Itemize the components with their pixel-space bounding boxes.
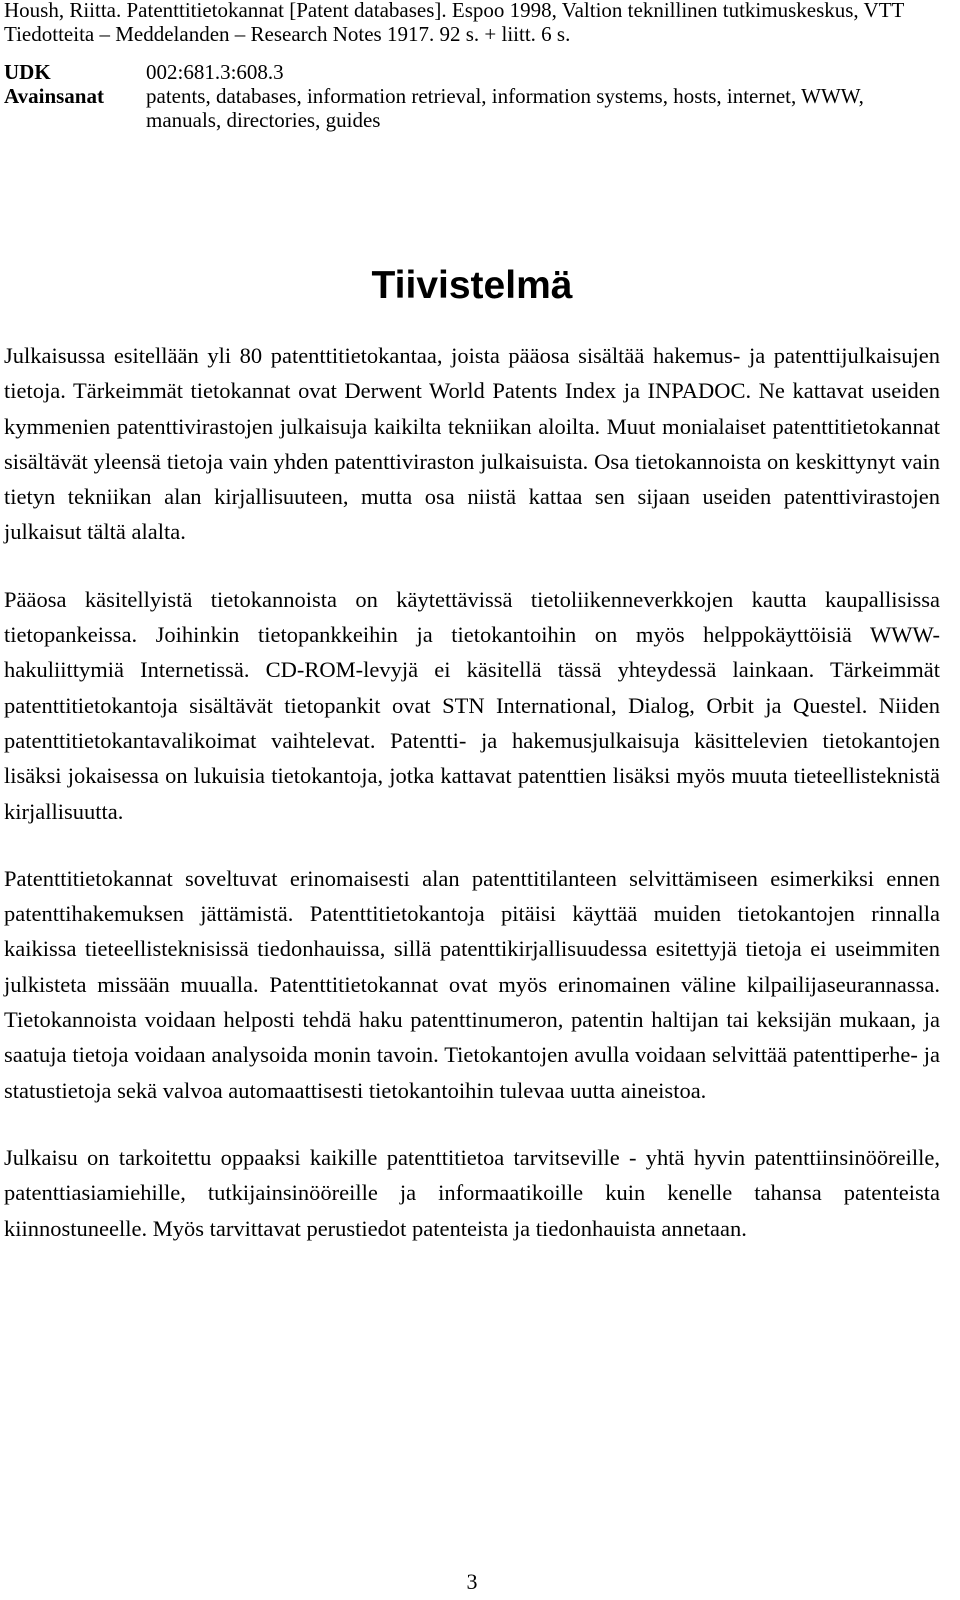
bibliographic-reference: Housh, Riitta. Patenttitietokannat [Patent databases]. Espoo 1998, Valtion teknillinen tutkimuskeskus, VTT Tiedotteita – Meddelanden – Research Notes 1917. 92 s. + liitt. 6 s. — [4, 0, 904, 46]
abstract-paragraph: Julkaisussa esitellään yli 80 patenttitietokantaa, joista pääosa sisältää hakemus- ja patenttijulkaisujen tietoja. Tärkeimmät tietokannat ovat Derwent World Patents Index ja INPADOC. Ne kattavat useiden kymmenien patenttivirastojen julkaisuja kaikilta tekniikan aloilta. Muut monialaiset patenttitietokannat sisältävät yleensä tietoja vain yhden patenttiviraston julkaisuista. Osa tietokannoista on keskittynyt vain tietyn tekniikan alan kirjallisuuteen, mutta osa niistä kattaa sen sijaan useiden patenttivirastojen julkaisut tältä alalta. — [4, 343, 940, 545]
abstract-title: Tiivistelmä — [371, 264, 573, 307]
keywords-label: Avainsanat — [4, 84, 104, 108]
abstract-body — [4, 338, 940, 1278]
document-page — [4, 0, 940, 1600]
udk-value: 002:681.3:608.3 — [146, 60, 284, 84]
abstract-paragraph: Julkaisu on tarkoitettu oppaaksi kaikille patenttitietoa tarvitseville - yhtä hyvin patenttiinsinööreille, patenttiasiamiehille, tutkijainsinööreille ja informaatikoille kuin kenelle tahansa patenteista kiinnostuneelle. Myös tarvittavat perustiedot patenteista ja tiedonhauista annetaan. — [4, 1144, 940, 1241]
udk-label: UDK — [4, 60, 51, 84]
keywords-value: patents, databases, information retrieval, information systems, hosts, internet, WWW, manuals, directories, guides — [146, 84, 864, 132]
abstract-paragraph: Patenttitietokannat soveltuvat erinomaisesti alan patenttitilanteen selvittämiseen esimerkiksi ennen patenttihakemuksen jättämistä. Patenttitietokantoja pitäisi käyttää muiden tietokantojen rinnalla kaikissa tieteellisteknisissä tiedonhauissa, sillä patenttikirjallisuudessa esitettyjä tietoja ei useimmiten julkisteta missään muualla. Patenttitietokannat ovat myös erinomainen väline kilpailijaseurannassa. Tietokannoista voidaan helposti tehdä haku patenttinumeron, patentin haltijan tai keksijän mukaan, ja saatuja tietoja voidaan analysoida monin tavoin. Tietokantojen avulla voidaan selvittää patenttiperhe- ja statustietoja sekä valvoa automaattisesti tietokantoihin tulevaa uutta aineistoa. — [4, 865, 940, 1103]
page-number: 3 — [466, 1569, 478, 1594]
abstract-paragraph: Pääosa käsitellyistä tietokannoista on käytettävissä tietoliikenneverkkojen kautta kaupallisissa tietopankeissa. Joihinkin tietopankkeihin ja tietokantoihin on myös helppokäyttöisiä WWW-hakuliittymiä Internetissä. CD-ROM-levyjä ei käsitellä tässä yhteydessä lainkaan. Tärkeimmät patenttitietokantoja sisältävät tietopankit ovat STN International, Dialog, Orbit ja Questel. Niiden patenttitietokantavalikoimat vaihtelevat. Patentti- ja hakemusjulkaisuja käsittelevien tietokantojen lisäksi jokaisessa on lukuisia tietokantoja, jotka kattavat patenttien lisäksi myös muuta tieteellisteknistä kirjallisuutta. — [4, 586, 940, 824]
